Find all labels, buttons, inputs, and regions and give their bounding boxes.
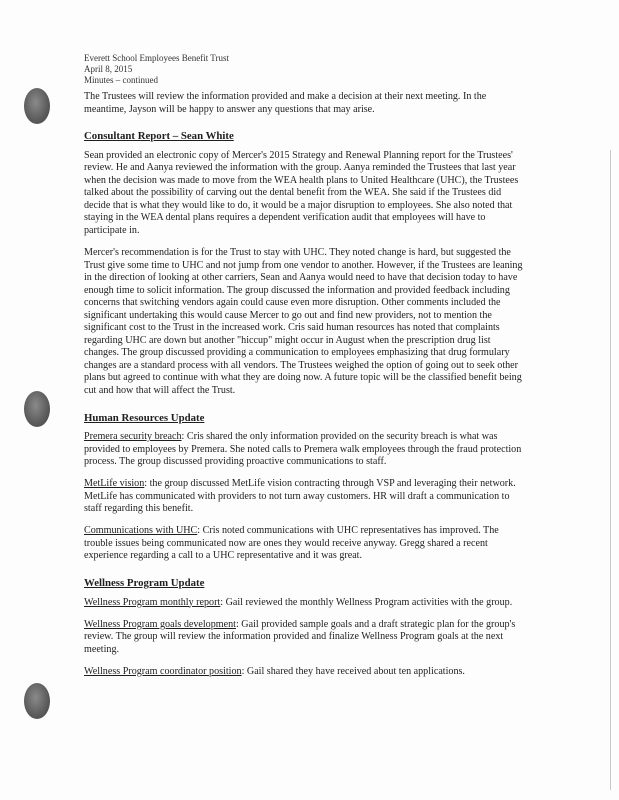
consultant-report-heading: Consultant Report – Sean White (84, 130, 234, 143)
wellness-item-text: : Gail reviewed the monthly Wellness Program activities with the group. (220, 596, 513, 608)
wellness-item-label: Wellness Program monthly report (84, 596, 221, 608)
hr-item-label: Communications with UHC (84, 525, 198, 537)
wellness-update-heading: Wellness Program Update (84, 577, 205, 589)
minutes-body (84, 91, 524, 688)
wellness-item-text: : Gail shared they have received about ten applications. (241, 665, 465, 677)
hr-item-text: : the group discussed MetLife vision contracting through VSP and leveraging their network. MetLife has communicated with providers to not turn away customers. HR will draft a communication to staff regarding this benefit. (84, 478, 516, 515)
hr-item-text: : Cris noted communications with UHC representatives has improved. The trouble issues being communicated now are ones they would receive anyway. Gregg shared a recent experience regarding a call to a UHC representative and it was great. (84, 525, 499, 562)
wellness-item-text: : Gail provided sample goals and a draft strategic plan for the group's review. The group will review the information provided and finalize Wellness Program goals at the next meeting. (84, 618, 516, 655)
wellness-item-coordinator (84, 666, 524, 679)
intro-paragraph: The Trustees will review the information provided and make a decision at their next meeting. In the meantime, Jayson will be happy to answer any questions that may arise. (84, 91, 487, 115)
wellness-item-label: Wellness Program goals development (84, 618, 236, 630)
hr-item-uhc (84, 525, 524, 563)
hr-item-label: MetLife vision (84, 478, 145, 490)
page-header (84, 53, 229, 86)
consultant-paragraph-2: Mercer's recommendation is for the Trust to stay with UHC. They noted change is hard, but suggested the Trust give some time to UHC and not jump from one vendor to another. However, if the Trustees are leaning in the direction of looking at other carriers, Sean and Aanya would need to have that decision today to have enough time to solicit information. The group discussed the information and provided feedback including concerns that switching vendors again could cause even more disruption. Other comments included the significant undertaking this would cause Mercer to go out and find new providers, not to mention the significant cost to the Trust in the increased work. Cris said human resources has noted that complaints regarding UHC are down but another "hiccup" might occur in August when the prescription drug list changes. The group discussed providing a communication to employees emphasizing that drug formulary changes are a standard process with all vendors. The Trustees weighed the option of going out to seek other plans but agreed to continue with what they are doing now. A future topic will be the classified benefit being cut and how that will affect the Trust. (84, 246, 523, 396)
header-org: Everett School Employees Benefit Trust (84, 53, 229, 63)
wellness-item-report (84, 597, 524, 610)
wellness-item-label: Wellness Program coordinator position (84, 665, 242, 677)
punch-hole-top (24, 88, 50, 124)
scan-edge-line (610, 150, 611, 790)
punch-hole-middle (24, 391, 50, 427)
hr-item-premera (84, 431, 524, 469)
wellness-item-goals (84, 619, 524, 657)
header-date: April 8, 2015 (84, 64, 133, 74)
hr-update-heading: Human Resources Update (84, 411, 205, 424)
punch-hole-bottom (24, 683, 50, 719)
hr-item-label: Premera security breach (84, 431, 182, 443)
hr-item-metlife (84, 478, 524, 516)
consultant-paragraph-1: Sean provided an electronic copy of Mercer's 2015 Strategy and Renewal Planning report for the Trustees' review. He and Aanya reviewed the information with the group. Aanya reminded the Trustees that last year when the decision was made to move from the WEA health plans to United Healthcare (UHC), the Trustees talked about the possibility of carving out the dental benefit from the WEA. She said if the Trustees did decide that is what they would like to do, it would be a major disruption to employees. She also noted that staying in the WEA dental plans requires a dependent verification audit that employees will have to participate in. (84, 149, 519, 236)
hr-item-text: : Cris shared the only information provided on the security breach is what was provided to employees by Premera. She noted calls to Premera walk employees through the fraud protection process. The group discussed providing proactive communications to staff. (84, 431, 522, 468)
header-continued: Minutes – continued (84, 75, 158, 85)
